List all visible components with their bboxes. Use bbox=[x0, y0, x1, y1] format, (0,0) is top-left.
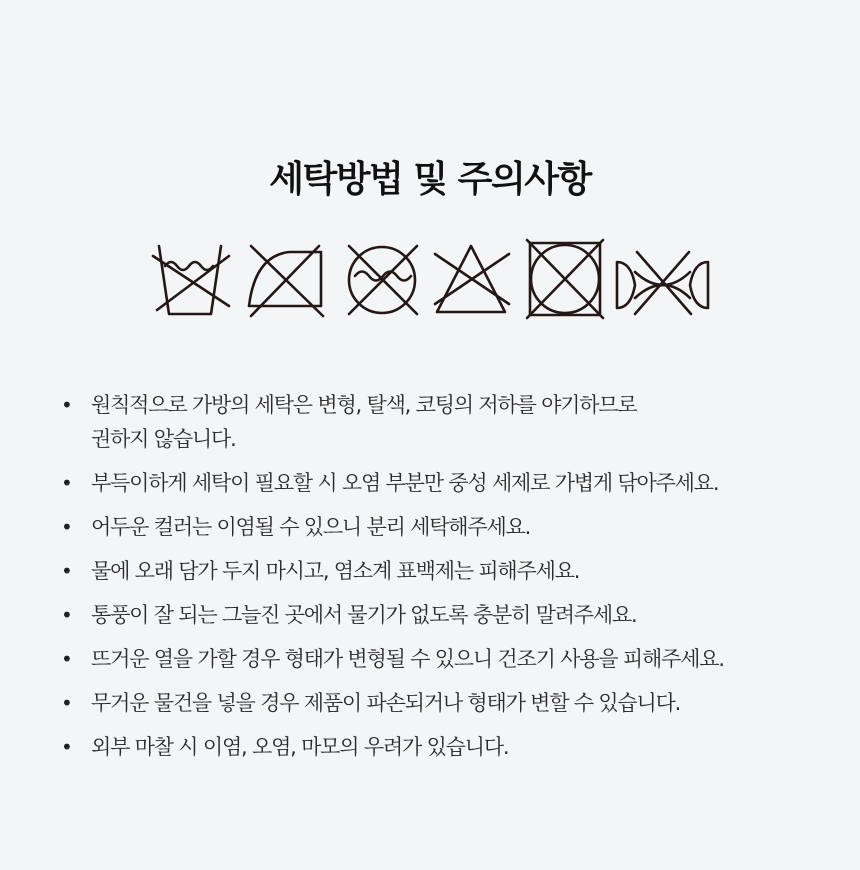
list-item bbox=[0, 388, 860, 456]
care-symbols-row bbox=[145, 238, 715, 324]
bullet-icon: • bbox=[61, 691, 72, 715]
bullet-icon: • bbox=[61, 603, 72, 627]
list-item bbox=[0, 642, 860, 676]
note-text: 원칙적으로 가방의 세탁은 변형, 탈색, 코팅의 저하를 야기하므로 bbox=[91, 393, 637, 417]
no-wringing-icon bbox=[613, 238, 713, 318]
note-text: 어두운 컬러는 이염될 수 있으니 분리 세탁해주세요. bbox=[91, 515, 531, 539]
note-text: 무거운 물건을 넣을 경우 제품이 파손되거나 형태가 변할 수 있습니다. bbox=[91, 691, 681, 715]
list-item bbox=[0, 510, 860, 544]
note-text: 뜨거운 열을 가할 경우 형태가 변형될 수 있으니 건조기 사용을 피해주세요. bbox=[91, 647, 724, 671]
note-text: 외부 마찰 시 이염, 오염, 마모의 우려가 있습니다. bbox=[91, 735, 509, 759]
note-text: 권하지 않습니다. bbox=[91, 427, 236, 451]
list-item bbox=[0, 730, 860, 764]
bullet-icon: • bbox=[61, 735, 72, 759]
list-item bbox=[0, 686, 860, 720]
list-item bbox=[0, 598, 860, 632]
bullet-icon: • bbox=[61, 515, 72, 539]
bullet-icon: • bbox=[61, 559, 72, 583]
note-text: 부득이하게 세탁이 필요할 시 오염 부분만 중성 세제로 가볍게 닦아주세요. bbox=[91, 471, 719, 495]
bullet-icon: • bbox=[61, 471, 72, 495]
bullet-icon: • bbox=[61, 393, 72, 417]
care-notes-list bbox=[0, 388, 860, 774]
note-text: 물에 오래 담가 두지 마시고, 염소계 표백제는 피해주세요. bbox=[91, 559, 580, 583]
no-drum-drying-icon bbox=[345, 238, 421, 318]
no-bleach-icon bbox=[431, 238, 513, 318]
list-item bbox=[0, 554, 860, 588]
page-title: 세탁방법 및 주의사항 bbox=[269, 159, 591, 201]
no-tumble-dry-icon bbox=[525, 238, 605, 320]
no-washing-icon bbox=[149, 238, 233, 318]
list-item bbox=[0, 466, 860, 500]
no-ironing-icon bbox=[245, 238, 325, 318]
bullet-icon: • bbox=[61, 647, 72, 671]
note-text: 통풍이 잘 되는 그늘진 곳에서 물기가 없도록 충분히 말려주세요. bbox=[91, 603, 637, 627]
